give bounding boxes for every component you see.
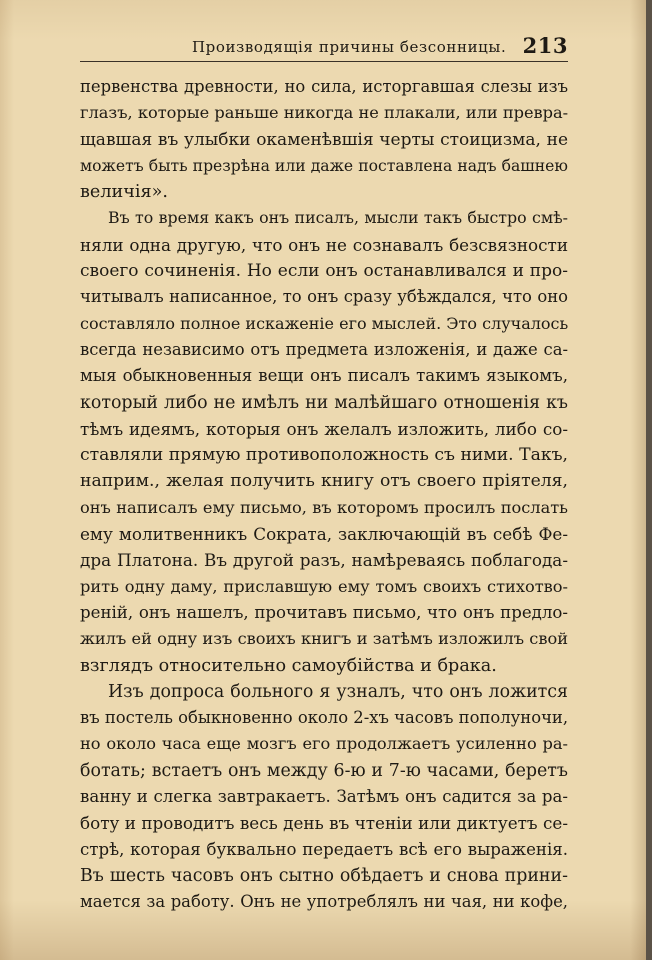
text-line: дра Платона. Въ другой разъ, намѣреваясь поблагода- [80, 550, 568, 571]
text-line: всегда независимо отъ предмета изложенія, и даже са- [80, 339, 568, 359]
text-line: взглядъ относительно самоубійства и брака. [80, 655, 497, 676]
text-line: глазъ, которые раньше никогда не плакали, или превра- [80, 103, 568, 123]
text-line: ванну и слегка завтракаетъ. Затѣмъ онъ садится за ра- [80, 787, 568, 807]
text-line: можетъ быть презрѣна или даже поставлена надъ башнею [80, 156, 568, 175]
text-line: рить одну даму, приславшую ему томъ своихъ стихотво- [80, 576, 568, 596]
text-line: стрѣ, которая буквально передаетъ всѣ его выраженія. [80, 839, 568, 859]
text-line: мыя обыкновенныя вещи онъ писалъ такимъ языкомъ, [80, 366, 568, 386]
text-line: своего сочиненія. Но если онъ останавливался и про- [80, 261, 568, 282]
page-header [80, 30, 568, 60]
text-line: мается за работу. Онъ не употреблялъ ни чая, ни кофе, [80, 892, 568, 912]
text-line: составляло полное искаженіе его мыслей. Это случалось [80, 313, 568, 333]
text-line: Въ шесть часовъ онъ сытно обѣдаетъ и снова прини- [80, 865, 568, 886]
text-line: въ постель обыкновенно около 2-хъ часовъ пополуночи, [80, 708, 568, 728]
body-text [80, 74, 568, 916]
text-line: боту и проводитъ весь день въ чтеніи или диктуетъ се- [80, 813, 568, 834]
text-line: но около часа еще мозгъ его продолжаетъ усиленно ра- [80, 734, 568, 754]
text-line: ставляли прямую противоположность съ ними. Такъ, [80, 445, 568, 466]
text-line: ботать; встаетъ онъ между 6-ю и 7-ю часами, беретъ [80, 760, 568, 781]
header-rule [80, 61, 568, 62]
running-head: Производящія причины безсонницы. [192, 38, 507, 56]
text-line: щавшая въ улыбки окаменѣвшія черты стоицизма, не [80, 129, 568, 150]
text-line: который либо не имѣлъ ни малѣйшаго отношенія къ [80, 392, 568, 413]
text-line: читывалъ написанное, то онъ сразу убѣждался, что оно [80, 287, 568, 307]
text-line: величія». [80, 182, 168, 203]
text-line: Изъ допроса больного я узналъ, что онъ ложится [108, 681, 568, 702]
text-line: Въ то время какъ онъ писалъ, мысли такъ быстро смѣ- [108, 208, 568, 228]
page-number: 213 [522, 33, 568, 58]
text-line: ему молитвенникъ Сократа, заключающій въ себѣ Фе- [80, 524, 568, 545]
text-line: наприм., желая получить книгу отъ своего пріятеля, [80, 471, 568, 492]
text-line: няли одна другую, что онъ не сознавалъ безсвязности [80, 234, 568, 255]
text-line: реній, онъ нашелъ, прочитавъ письмо, что онъ предло- [80, 602, 568, 622]
page-edge-shadow [646, 0, 652, 960]
text-line: тѣмъ идеямъ, которыя онъ желалъ изложить, либо со- [80, 418, 568, 439]
text-line: онъ написалъ ему письмо, въ которомъ просилъ послать [80, 497, 568, 517]
text-line: жилъ ей одну изъ своихъ книгъ и затѣмъ изложилъ свой [80, 629, 568, 649]
text-line: первенства древности, но сила, исторгавшая слезы изъ [80, 77, 568, 96]
